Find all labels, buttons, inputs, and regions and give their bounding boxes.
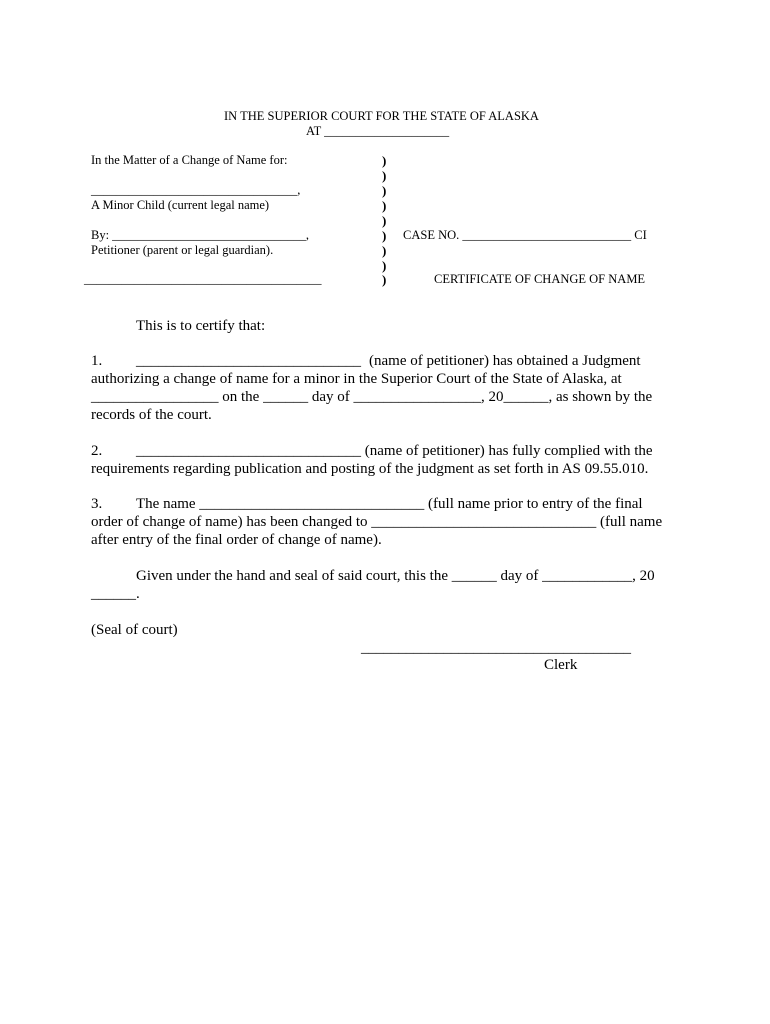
caption-paren: ) xyxy=(382,183,387,198)
given-year-blank: ______. xyxy=(91,586,140,602)
caption-paren: ) xyxy=(382,258,387,273)
certify-intro: This is to certify that: xyxy=(136,318,266,334)
document-title: CERTIFICATE OF CHANGE OF NAME xyxy=(434,272,646,286)
paragraph-text: authorizing a change of name for a minor in the Superior Court of the State of Alaska, at xyxy=(91,371,622,387)
caption-paren: ) xyxy=(382,228,387,243)
paragraph-text: ______________________________ (name of petitioner) has fully complied with the xyxy=(136,443,653,459)
court-location-line: AT ____________________ xyxy=(306,124,450,138)
paragraph-text: records of the court. xyxy=(91,407,212,423)
caption-paren: ) xyxy=(382,168,387,183)
paragraph-number: 1. xyxy=(91,353,103,369)
clerk-signature-line: ____________________________________ xyxy=(361,640,631,656)
given-under-hand: Given under the hand and seal of said court, this the ______ day of ____________, 20 xyxy=(136,568,655,584)
paragraph-text: _________________ on the ______ day of _________________, 20______, as shown by the xyxy=(91,389,653,405)
paragraph-text: The name ______________________________ (full name prior to entry of the final xyxy=(136,496,643,512)
petitioner-label: Petitioner (parent or legal guardian). xyxy=(91,243,274,257)
matter-label: In the Matter of a Change of Name for: xyxy=(91,153,288,167)
petitioner-name-line: By: _______________________________, xyxy=(91,228,310,242)
child-name-line: _________________________________, xyxy=(91,183,301,197)
paragraph-text: order of change of name) has been changed to ______________________________ (full name xyxy=(91,514,663,530)
caption-paren: ) xyxy=(382,243,387,258)
paragraph-text: requirements regarding publication and posting of the judgment as set forth in AS 09.55.010. xyxy=(91,461,649,477)
petitioner-name-blank: ______________________________ xyxy=(136,353,361,369)
paragraph-number: 2. xyxy=(91,443,103,459)
caption-paren: ) xyxy=(382,198,387,213)
caption-paren: ) xyxy=(382,153,387,168)
clerk-label: Clerk xyxy=(544,657,578,673)
case-number-line: CASE NO. ___________________________ CI xyxy=(403,228,647,242)
caption-bottom-line: ______________________________________ xyxy=(84,272,322,286)
caption-paren: ) xyxy=(382,213,387,228)
child-name-label: A Minor Child (current legal name) xyxy=(91,198,270,212)
paragraph-text: after entry of the final order of change of name). xyxy=(91,532,382,548)
paragraph-text: (name of petitioner) has obtained a Judgment xyxy=(369,353,641,369)
court-title: IN THE SUPERIOR COURT FOR THE STATE OF ALASKA xyxy=(224,109,539,123)
seal-of-court: (Seal of court) xyxy=(91,622,178,638)
paragraph-number: 3. xyxy=(91,496,103,512)
caption-paren: ) xyxy=(382,272,387,287)
